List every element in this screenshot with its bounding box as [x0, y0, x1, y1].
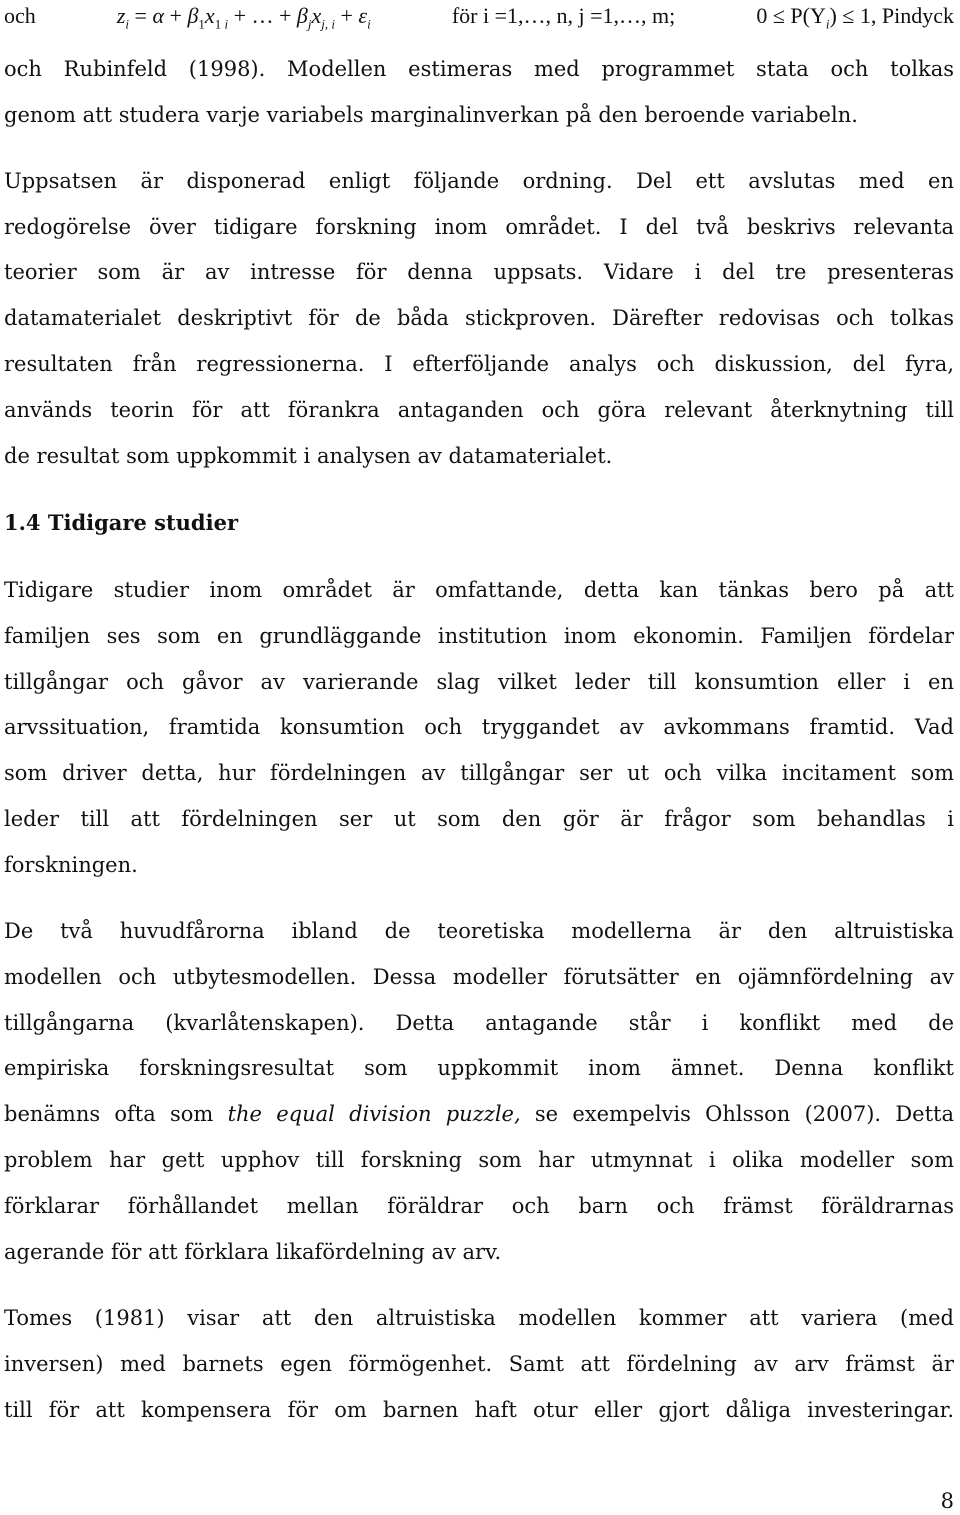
paragraph2-line-6: leder till att fördelningen ser ut som den gör är frågor som behandlas i — [4, 807, 954, 831]
paragraph1-line-6: används teorin för att förankra antaganden och göra relevant återknytning till — [4, 398, 954, 422]
paragraph1-line-5: resultaten från regressionerna. I efterföljande analys och diskussion, del fyra, — [4, 352, 954, 376]
probability-bound-left: 0 ≤ P(Y — [756, 3, 826, 28]
paragraph4-line-1: Tomes (1981) visar att den altruistiska modellen kommer att variera (med — [4, 1306, 954, 1330]
probability-bound: $0 \le P(Y_i) \le 1$, Pindyck — [756, 3, 954, 32]
paragraph1-line-7: de resultat som uppkommit i analysen av datamaterialet. — [4, 444, 613, 468]
paragraph3-line-1: De två huvudfårorna ibland de teoretiska modellerna är den altruistiska — [4, 919, 954, 943]
paragraph1-line-2: redogörelse över tidigare forskning inom området. I del två beskrivs relevanta — [4, 215, 954, 239]
paragraph2-line-2: familjen ses som en grundläggande institution inom ekonomin. Familjen fördelar — [4, 624, 954, 648]
paragraph3-line-3: tillgångarna (kvarlåtenskapen). Detta antagande står i konflikt med de — [4, 1011, 954, 1035]
regression-equation: $z_i = \alpha + \beta_1x_{1 i}$ + … + $\beta_jx_{j, i} + \varepsilon_i$ — [116, 3, 371, 32]
paragraph2-line-1: Tidigare studier inom området är omfattande, detta kan tänkas bero på att — [4, 578, 954, 602]
formula-prefix: och — [4, 3, 36, 28]
paragraph3-line-8: agerande för att förklara likafördelning av arv. — [4, 1240, 502, 1264]
intro-line-1: och Rubinfeld (1998). Modellen estimeras med programmet stata och tolkas — [4, 57, 954, 81]
intro-line-2: genom att studera varje variabels marginalinverkan på den beroende variabeln. — [4, 103, 858, 127]
page-number: 8 — [940, 1489, 954, 1513]
probability-bound-right: ) ≤ 1, Pindyck — [829, 3, 954, 28]
paragraph3-italic-suffix: se exempelvis Ohlsson (2007). Detta — [534, 1102, 954, 1126]
section-heading: 1.4 Tidigare studier — [4, 510, 239, 535]
equal-division-puzzle-term: the equal division puzzle, — [227, 1102, 521, 1126]
paragraph3-line-6: problem har gett upphov till forskning som har utmynnat i olika modeller som — [4, 1148, 954, 1172]
model-formula — [4, 0, 954, 36]
paragraph1-line-1: Uppsatsen är disponerad enligt följande ordning. Del ett avslutas med en — [4, 169, 954, 193]
paragraph2-line-4: arvssituation, framtida konsumtion och tryggandet av avkommans framtid. Vad — [4, 715, 954, 739]
paragraph3-line-7: förklarar förhållandet mellan föräldrar och barn och främst föräldrarnas — [4, 1194, 954, 1218]
paragraph3-line-5 — [4, 1099, 954, 1129]
paragraph3-line-2: modellen och utbytesmodellen. Dessa modeller förutsätter en ojämnfördelning av — [4, 965, 954, 989]
paragraph2-line-7: forskningen. — [4, 853, 138, 877]
paragraph4-line-3: till för att kompensera för om barnen haft otur eller gjort dåliga investeringar. — [4, 1398, 954, 1422]
paragraph2-line-5: som driver detta, hur fördelningen av tillgångar ser ut och vilka incitament som — [4, 761, 954, 785]
paragraph1-line-3: teorier som är av intresse för denna uppsats. Vidare i del tre presenteras — [4, 260, 954, 284]
paragraph3-italic-prefix: benämns ofta som — [4, 1102, 214, 1126]
paragraph1-line-4: datamaterialet deskriptivt för de båda stickproven. Därefter redovisas och tolkas — [4, 306, 954, 330]
index-range: för i =1,…, n, j =1,…, m; — [451, 3, 676, 28]
paragraph2-line-3: tillgångar och gåvor av varierande slag vilket leder till konsumtion eller i en — [4, 670, 954, 694]
paragraph3-line-4: empiriska forskningsresultat som uppkommit inom ämnet. Denna konflikt — [4, 1056, 954, 1080]
paragraph4-line-2: inversen) med barnets egen förmögenhet. Samt att fördelning av arv främst är — [4, 1352, 954, 1376]
